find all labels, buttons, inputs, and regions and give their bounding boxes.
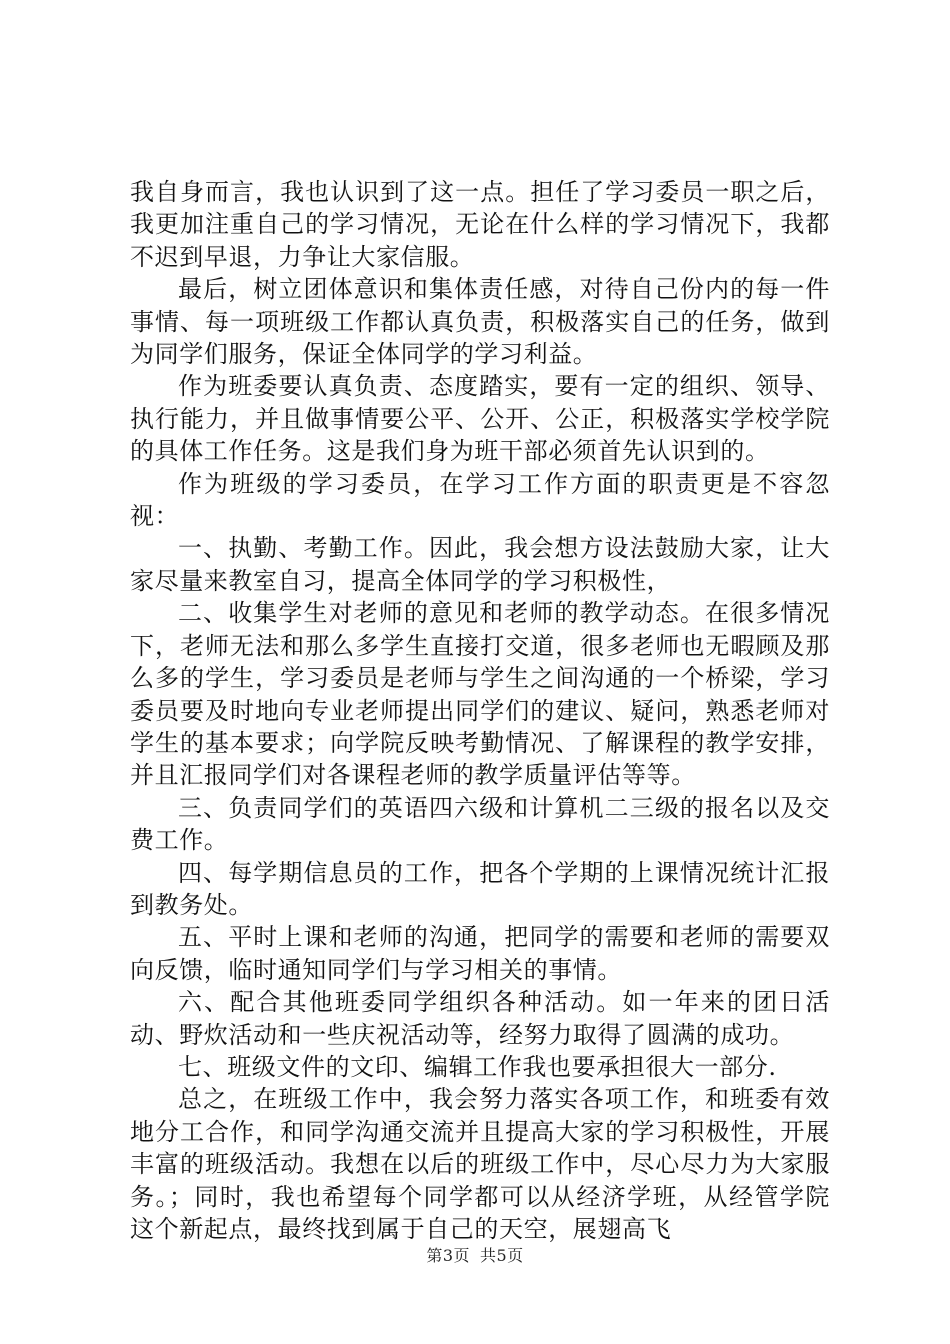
page-number: 第3页 — [426, 1246, 470, 1265]
paragraph-4: 作为班级的学习委员，在学习工作方面的职责更是不容忽视： — [130, 469, 830, 531]
page-footer — [0, 1243, 950, 1266]
paragraph-6: 二、收集学生对老师的意见和老师的教学动态。在很多情况下，老师无法和那么多学生直接打交道，很多老师也无暇顾及那么多的学生，学习委员是老师与学生之间沟通的一个桥梁，学习委员要及时地向专业老师提出同学们的建议、疑问，熟悉老师对学生的基本要求；向学院反映考勤情况、了解课程的教学安排，并且汇报同学们对各课程老师的教学质量评估等等。 — [130, 599, 830, 790]
paragraph-11: 七、班级文件的文印、编辑工作我也要承担很大一部分. — [178, 1052, 777, 1081]
paragraph-2: 最后，树立团体意识和集体责任感，对待自己份内的每一件事情、每一项班级工作都认真负责，积极落实自己的任务，做到为同学们服务，保证全体同学的学习利益。 — [130, 275, 830, 369]
paragraph-9: 五、平时上课和老师的沟通，把同学的需要和老师的需要双向反馈，临时通知同学们与学习相关的事情。 — [130, 923, 830, 984]
paragraph-3: 作为班委要认真负责、态度踏实，要有一定的组织、领导、执行能力，并且做事情要公平、公开、公正，积极落实学校学院的具体工作任务。这是我们身为班干部必须首先认识到的。 — [130, 372, 830, 466]
paragraph-12: 总之，在班级工作中，我会努力落实各项工作，和班委有效地分工合作，和同学沟通交流并且提高大家的学习积极性，开展丰富的班级活动。我想在以后的班级工作中，尽心尽力为大家服务。；同时，我也希望每个同学都可以从经济学班，从经管学院这个新起点，最终找到属于自己的天空，展翅高飞 — [130, 1085, 830, 1243]
paragraph-8: 四、每学期信息员的工作，把各个学期的上课情况统计汇报到教务处。 — [130, 858, 830, 919]
paragraph-7: 三、负责同学们的英语四六级和计算机二三级的报名以及交费工作。 — [130, 793, 830, 855]
document-body — [130, 176, 830, 1245]
paragraph-5: 一、执勤、考勤工作。因此，我会想方设法鼓励大家，让大家尽量来教室自习，提高全体同学的学习积极性， — [130, 534, 830, 595]
paragraph-1: 我自身而言，我也认识到了这一点。担任了学习委员一职之后，我更加注重自己的学习情况，无论在什么样的学习情况下，我都不迟到早退，力争让大家信服。 — [130, 178, 830, 271]
paragraph-10: 六、配合其他班委同学组织各种活动。如一年来的团日活动、野炊活动和一些庆祝活动等，经努力取得了圆满的成功。 — [130, 988, 830, 1049]
page-total: 共5页 — [480, 1246, 524, 1265]
